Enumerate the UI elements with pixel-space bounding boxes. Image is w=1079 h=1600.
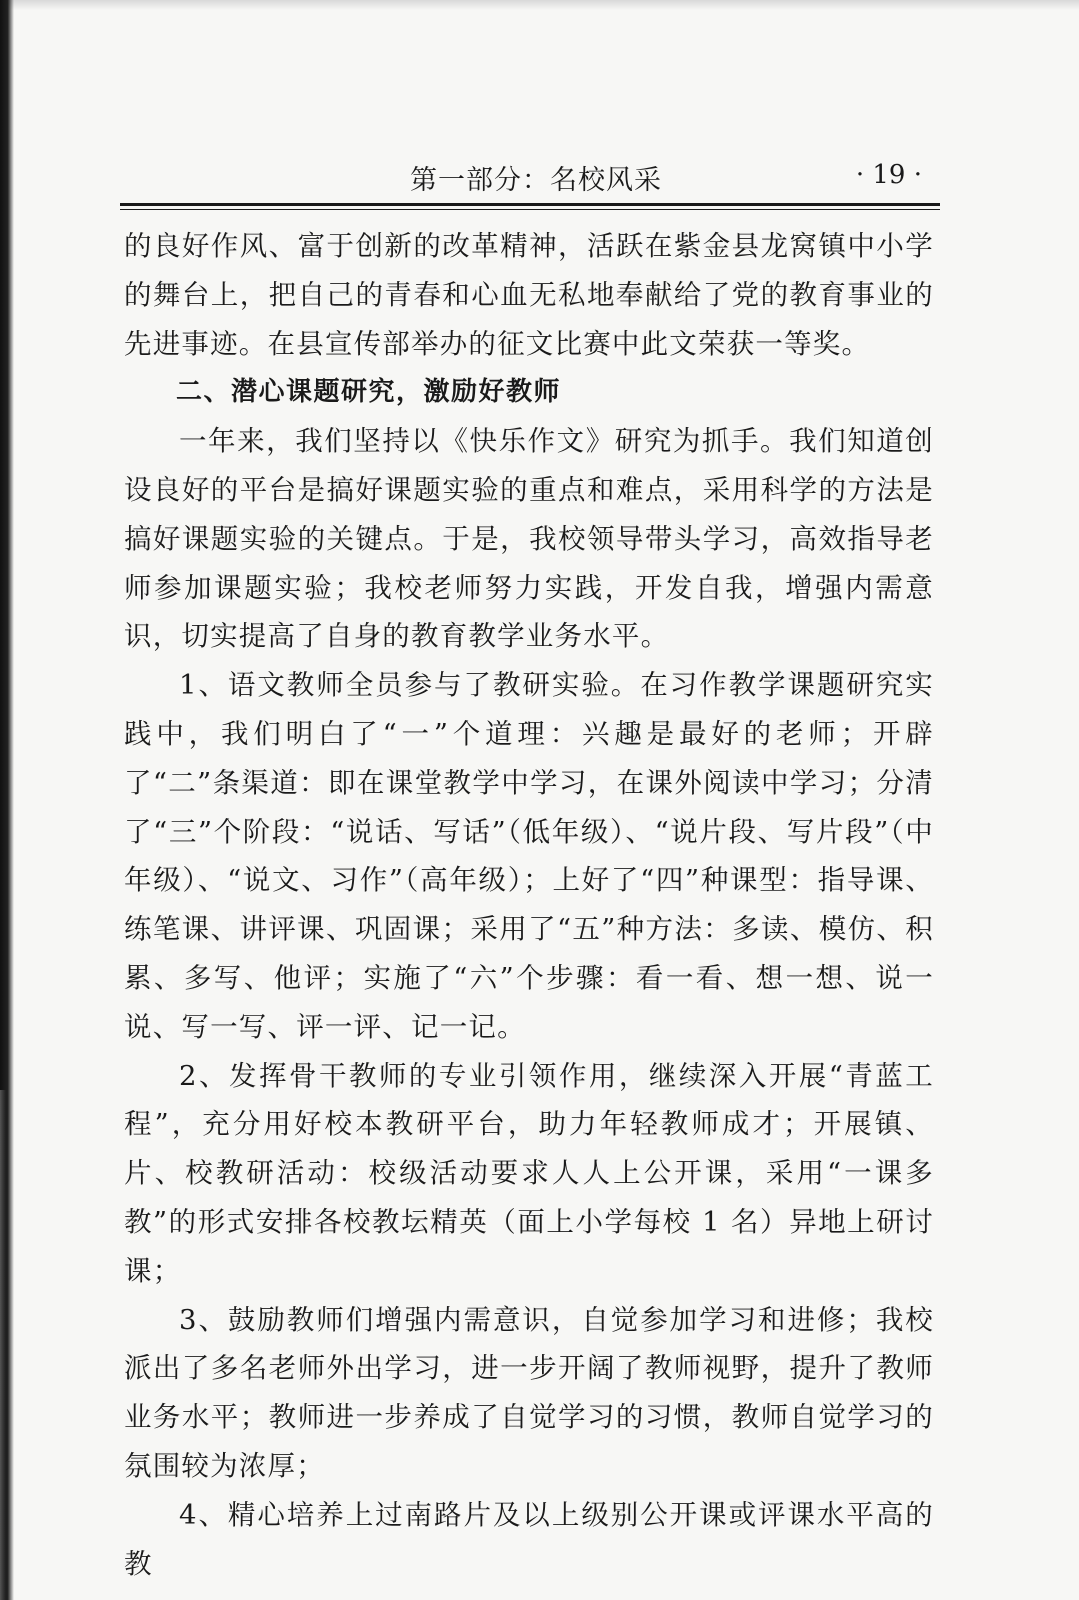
paragraph: 一年来，我们坚持以《快乐作文》研究为抓手。我们知道创设良好的平台是搞好课题实验的重点和难点，采用科学的方法是搞好课题实验的关键点。于是，我校领导带头学习，高效指导老师参加课题实验；我校老师努力实践，开发自我，增强内需意识，切实提高了自身的教育教学业务水平。 [124, 425, 934, 653]
header-rule-thin [120, 209, 940, 210]
page-number: · 19 · [855, 160, 922, 190]
scan-shadow-left-lower [0, 1090, 6, 1600]
scan-shadow-top [0, 0, 1079, 10]
list-item-4: 4、精心培养上过南路片及以上级别公开课或评课水平高的教 [124, 1498, 934, 1580]
list-item-1: 1、语文教师全员参与了教研实验。在习作教学课题研究实践中，我们明白了“一”个道理：兴趣是最好的老师；开辟了“二”条渠道：即在课堂教学中学习，在课外阅读中学习；分清了“三”个阶段：“说话、写话”（低年级）、“说片段、写片段”（中年级）、“说文、习作”（高年级）；上好了“四”种课型：指导课、练笔课、讲评课、巩固课；采用了“五”种方法：多读、模仿、积累、多写、他评；实施了“六”个步骤：看一看、想一想、说一说、写一写、评一评、记一记。 [124, 669, 934, 1043]
paragraph-continuation: 的良好作风、富于创新的改革精神，活跃在紫金县龙窝镇中小学的舞台上，把自己的青春和心血无私地奉献给了党的教育事业的先进事迹。在县宣传部举办的征文比赛中此文荣获一等奖。 [124, 230, 934, 360]
section-heading: 二、潜心课题研究，激励好教师 [176, 377, 562, 408]
body-text [124, 222, 934, 1588]
running-header [120, 150, 940, 200]
list-item-2: 2、发挥骨干教师的专业引领作用，继续深入开展“青蓝工程”，充分用好校本教研平台，助力年轻教师成才；开展镇、片、校教研活动：校级活动要求人人上公开课，采用“一课多教”的形式安排各校教坛精英（面上小学每校 1 名）异地上研讨课； [124, 1059, 934, 1287]
header-rule-thick [120, 203, 940, 206]
header-title: 第一部分：名校风采 [410, 165, 662, 196]
list-item-3: 3、鼓励教师们增强内需意识，自觉参加学习和进修；我校派出了多名老师外出学习，进一步开阔了教师视野，提升了教师业务水平；教师进一步养成了自觉学习的习惯，教师自觉学习的氛围较为浓厚； [124, 1303, 934, 1482]
